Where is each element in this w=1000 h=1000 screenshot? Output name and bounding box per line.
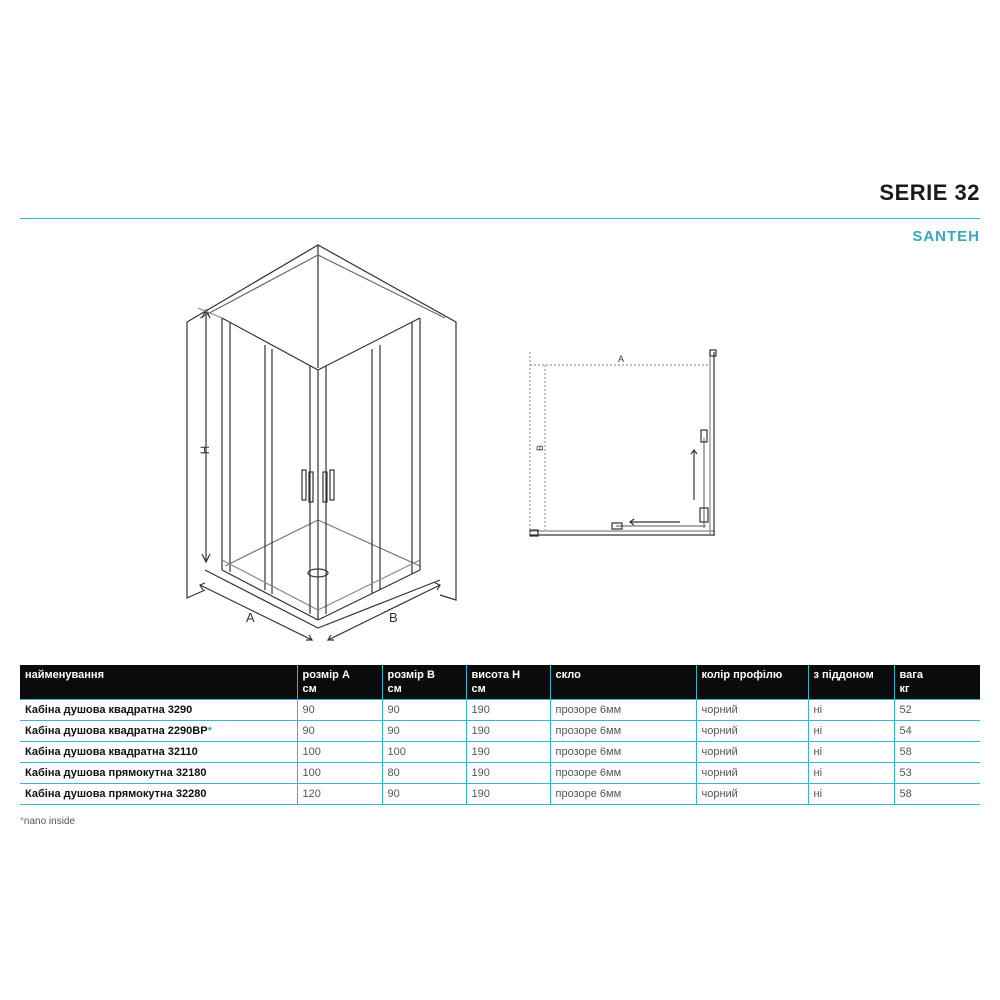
cell-height: 190 (466, 784, 550, 805)
cell-profile-color: чорний (696, 742, 808, 763)
specification-table (20, 665, 980, 805)
header-height: висота H см (466, 665, 550, 700)
cell-size-a: 90 (297, 700, 382, 721)
cell-height: 190 (466, 700, 550, 721)
header-name: найменування (20, 665, 297, 700)
footnote-mark: * (20, 816, 24, 827)
header-profile-color: колір профілю (696, 665, 808, 700)
cell-glass: прозоре 6мм (550, 784, 696, 805)
cell-profile-color: чорний (696, 700, 808, 721)
table-row (20, 721, 980, 742)
cell-with-tray: ні (808, 784, 894, 805)
footnote (20, 816, 75, 827)
table-row (20, 784, 980, 805)
cell-glass: прозоре 6мм (550, 763, 696, 784)
cell-weight: 58 (894, 784, 980, 805)
cell-profile-color: чорний (696, 763, 808, 784)
cell-name: Кабіна душова прямокутна 32180 (20, 763, 297, 784)
isometric-drawing (187, 245, 456, 640)
cell-weight: 53 (894, 763, 980, 784)
footnote-text: nano inside (23, 816, 76, 827)
series-title: SERIE 32 (879, 180, 980, 205)
header-size-b: розмір B см (382, 665, 466, 700)
header-with-tray: з піддоном (808, 665, 894, 700)
cell-size-b: 80 (382, 763, 466, 784)
brand-logo: SANTEH (912, 228, 980, 245)
cell-with-tray: ні (808, 763, 894, 784)
cell-size-b: 90 (382, 700, 466, 721)
plan-dimension-a-label: A (617, 354, 625, 364)
header-weight: вага кг (894, 665, 980, 700)
table-header-row (20, 665, 980, 700)
cell-size-b: 100 (382, 742, 466, 763)
table-row (20, 700, 980, 721)
cell-size-a: 100 (297, 763, 382, 784)
table-row (20, 763, 980, 784)
dimension-b-label: B (389, 610, 398, 625)
cell-name: Кабіна душова прямокутна 32280 (20, 784, 297, 805)
cell-name: Кабіна душова квадратна 2290BP* (20, 721, 297, 742)
cell-with-tray: ні (808, 700, 894, 721)
dimension-h-label: H (198, 445, 212, 455)
table-row (20, 742, 980, 763)
cell-weight: 58 (894, 742, 980, 763)
cell-size-a: 100 (297, 742, 382, 763)
plan-dimension-b-label: B (535, 444, 545, 452)
header-size-a: розмір A см (297, 665, 382, 700)
cell-size-b: 90 (382, 721, 466, 742)
cell-glass: прозоре 6мм (550, 700, 696, 721)
cell-weight: 54 (894, 721, 980, 742)
cell-glass: прозоре 6мм (550, 721, 696, 742)
cell-weight: 52 (894, 700, 980, 721)
plan-view-drawing (530, 350, 716, 536)
cell-size-a: 120 (297, 784, 382, 805)
cell-height: 190 (466, 721, 550, 742)
cell-with-tray: ні (808, 742, 894, 763)
cell-profile-color: чорний (696, 784, 808, 805)
cell-name: Кабіна душова квадратна 32110 (20, 742, 297, 763)
cell-with-tray: ні (808, 721, 894, 742)
dimension-a-label: A (246, 610, 255, 625)
cell-name: Кабіна душова квадратна 3290 (20, 700, 297, 721)
cell-size-b: 90 (382, 784, 466, 805)
cell-height: 190 (466, 742, 550, 763)
header-glass: скло (550, 665, 696, 700)
cell-size-a: 90 (297, 721, 382, 742)
cell-height: 190 (466, 763, 550, 784)
cell-glass: прозоре 6мм (550, 742, 696, 763)
cell-profile-color: чорний (696, 721, 808, 742)
